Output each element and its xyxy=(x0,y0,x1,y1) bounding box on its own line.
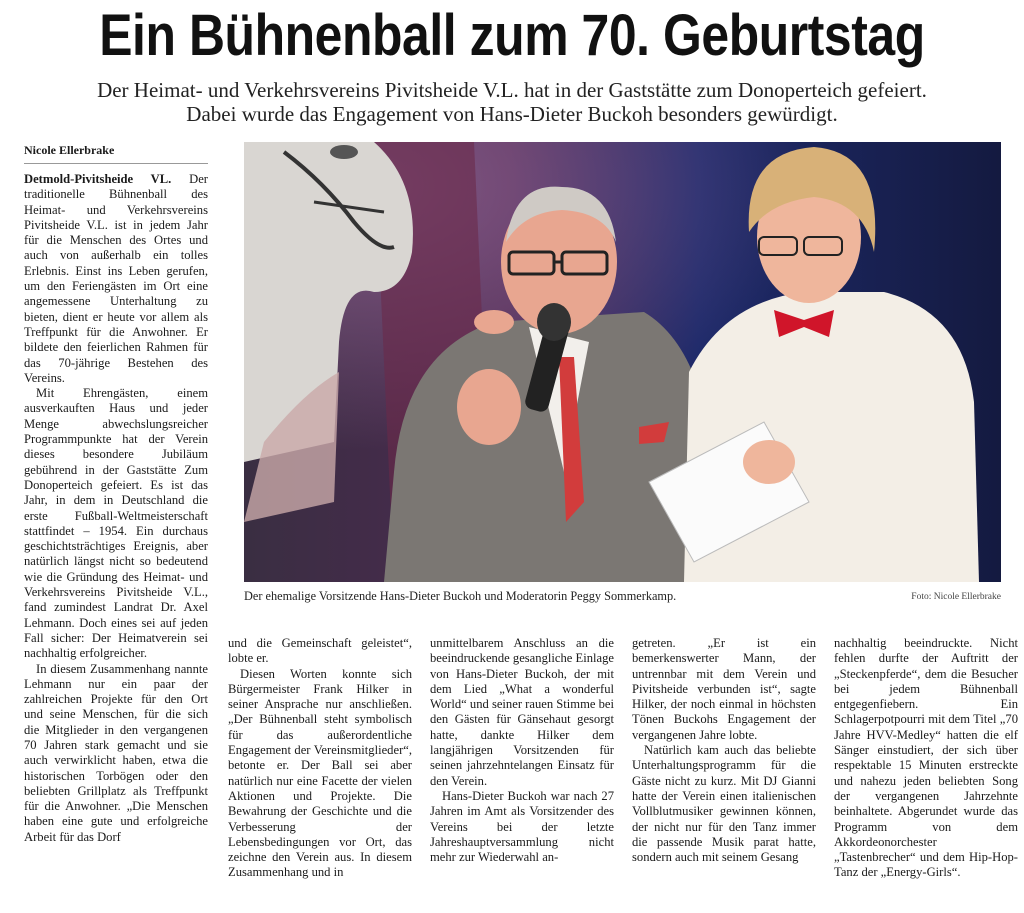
paragraph: und die Gemeinschaft geleistet“, lobte er. xyxy=(228,636,412,666)
subheadline xyxy=(0,78,1024,126)
article-column-4 xyxy=(632,636,816,896)
article-column-1 xyxy=(24,172,208,845)
article-column-5 xyxy=(834,636,1018,896)
article-column-2 xyxy=(228,636,412,896)
paragraph: In diesem Zusammenhang nannte Lehmann nur ein paar der zahlreichen Projekte für den Ort und seine Menschen, für die sich die Mitglieder in den vergangenen 70 Jahren stark gemacht und sie auch verwirklicht haben, etwa die historischen Torbögen oder den beliebten Grillplatz als Treffpunkt für die Anwohner. „Die Menschen haben eine gute und erfolgreiche Arbeit für das Dorf xyxy=(24,661,208,844)
article-column-3 xyxy=(430,636,614,896)
subheadline-line-2: Dabei wurde das Engagement von Hans-Dieter Buckoh besonders gewürdigt. xyxy=(186,102,838,126)
headline: Ein Bühnenball zum 70. Geburtstag xyxy=(99,3,925,68)
dateline: Detmold-Pivitsheide VL. xyxy=(24,172,172,186)
paragraph: getreten. „Er ist ein bemerkenswerter Mann, der untrennbar mit dem Verein und Pivitsheide verbunden ist“, sagte Hilker, der noch einmal in höchsten Tönen Buckohs Engagement der vergangenen Jahre lobte. xyxy=(632,636,816,742)
paragraph: Diesen Worten konnte sich Bürgermeister Frank Hilker in seiner Ansprache nur anschließen. „Der Bühnenball steht symbolisch für das außerordentliche Engagement der Vereinsmitglieder“, betonte er. Der Ball sei aber natürlich nur eine Facette der vielen Aktionen und Projekte. Die Bewahrung der Geschichte und die Verbesserung der Lebensbedingungen vor Ort, das zeichne den Verein aus. In diesem Zusammenhang und in xyxy=(228,666,412,880)
photo-credit: Foto: Nicole Ellerbrake xyxy=(911,592,1001,602)
photo-illustration xyxy=(244,142,1001,582)
subheadline-line-1: Der Heimat- und Verkehrsvereins Pivitsheide V.L. hat in der Gaststätte zum Donoperteich gefeiert. xyxy=(97,78,927,102)
photo-caption: Der ehemalige Vorsitzende Hans-Dieter Buckoh und Moderatorin Peggy Sommerkamp. xyxy=(244,589,677,603)
paragraph: Natürlich kam auch das beliebte Unterhaltungsprogramm für die Gäste nicht zu kurz. Mit DJ Gianni hatte der Verein einen italienischen Vollblutmusiker gewinnen können, der nicht nur für den Tanz immer die passende Musik parat hatte, sondern auch mit seinem Gesang xyxy=(632,743,816,865)
paragraph-text: Der traditionelle Bühnenball des Heimat- und Verkehrsvereins Pivitsheide V.L. ist in jedem Jahr für die Menschen des Ortes und auch von außerhalb ein tolles Erlebnis. Einst ins Leben gerufen, um den Feriengästen im Ort eine angemessene Unterhaltung zu bieten, dient er heute vor allem als Treffpunkt für die Anwohner. Er bildete den feierlichen Rahmen für das 70-jährige Bestehen des Vereins. xyxy=(24,172,208,385)
paragraph: unmittelbarem Anschluss an die beeindruckende gesangliche Einlage von Hans-Dieter Buckoh, der mit dem Lied „What a wonderful World“ und seiner rauen Stimme bei den Gästen für Gänsehaut gesorgt hatte, dankte Hilker dem langjährigen Vorsitzenden für seinen jahrzehntelangen Einsatz für den Verein. xyxy=(430,636,614,788)
author-byline: Nicole Ellerbrake xyxy=(24,143,208,164)
paragraph: Hans-Dieter Buckoh war nach 27 Jahren im Amt als Vorsitzender des Vereins bei der letzte Jahreshauptversammlung nicht mehr zur Wiederwahl an- xyxy=(430,788,614,865)
article-photo xyxy=(244,142,1001,582)
paragraph: nachhaltig beeindruckte. Nicht fehlen durfte der Auftritt der „Steckenpferde“, dem die Besucher bei jedem Bühnenball entgegenfiebern. Ein Schlagerpotpourri mit dem Titel „70 Jahre HVV-Medley“ hatten die elf Sänger einstudiert, der sich über respektable 15 Minuten erstreckte und nahezu jeden beliebten Song der vergangenen Jahrzehnte beinhaltete. Abgerundet wurde das Programm von dem Akkordeonorchester „Tastenbrecher“ und dem Hip-Hop-Tanz der „Energy-Girls“. xyxy=(834,636,1018,880)
paragraph: Mit Ehrengästen, einem ausverkauften Haus und jeder Menge abwechslungsreicher Programmpunkte hat der Verein dieses besondere Jubiläum gebührend in der Gaststätte Zum Donoperteich gefeiert. Es ist das Jahr, in dem in Deutschland die erste Fußball-Weltmeisterschaft stattfindet – 1954. Ein durchaus geschichtsträchtiges Ereignis, aber natürlich längst nicht so bedeutend wie die Gründung des Heimat- und Verkehrsvereins Pivitsheide V.L., fand zumindest Landrat Dr. Axel Lehmann. Doch eines sei auf jeden Fall sicher: Der Heimatverein sei nachhaltig erfolgreicher. xyxy=(24,386,208,661)
paragraph xyxy=(24,172,208,386)
